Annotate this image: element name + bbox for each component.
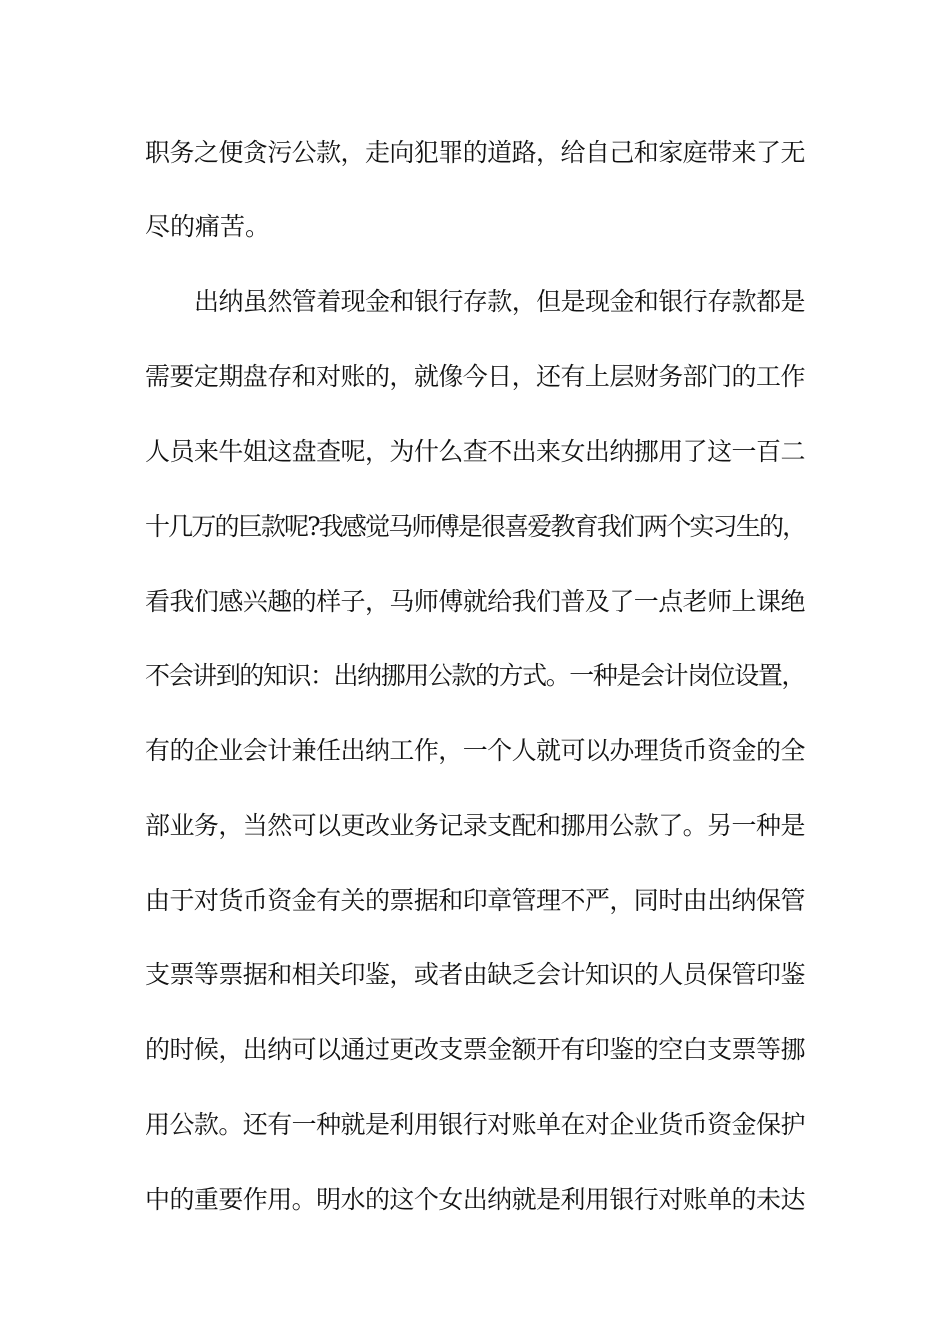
text-line: 不会讲到的知识：出纳挪用公款的方式。一种是会计岗位设置， [145,661,805,690]
text-line: 人员来牛姐这盘查呢，为什么查不出来女出纳挪用了这一百二 [145,437,805,466]
text-line: 十几万的巨款呢?我感觉马师傅是很喜爱教育我们两个实习生的， [145,512,806,541]
text-line: 支票等票据和相关印鉴，或者由缺乏会计知识的人员保管印鉴 [145,960,805,989]
text-line: 部业务，当然可以更改业务记录支配和挪用公款了。另一种是 [145,811,805,840]
text-line: 用公款。还有一种就是利用银行对账单在对企业货币资金保护 [145,1110,805,1139]
text-line: 的时候，出纳可以通过更改支票金额开有印鉴的空白支票等挪 [145,1035,805,1064]
text-line: 看我们感兴趣的样子，马师傅就给我们普及了一点老师上课绝 [145,587,805,616]
paragraph-first-line: 出纳虽然管着现金和银行存款，但是现金和银行存款都是 [194,287,806,316]
text-line: 有的企业会计兼任出纳工作，一个人就可以办理货币资金的全 [145,736,805,765]
text-line: 尽的痛苦。 [145,212,271,241]
text-line: 职务之便贪污公款，走向犯罪的道路，给自己和家庭带来了无 [145,138,805,167]
text-line: 需要定期盘存和对账的，就像今日，还有上层财务部门的工作 [145,362,805,391]
text-line: 由于对货币资金有关的票据和印章管理不严，同时由出纳保管 [145,886,805,915]
text-line: 中的重要作用。明水的这个女出纳就是利用银行对账单的未达 [145,1185,805,1214]
